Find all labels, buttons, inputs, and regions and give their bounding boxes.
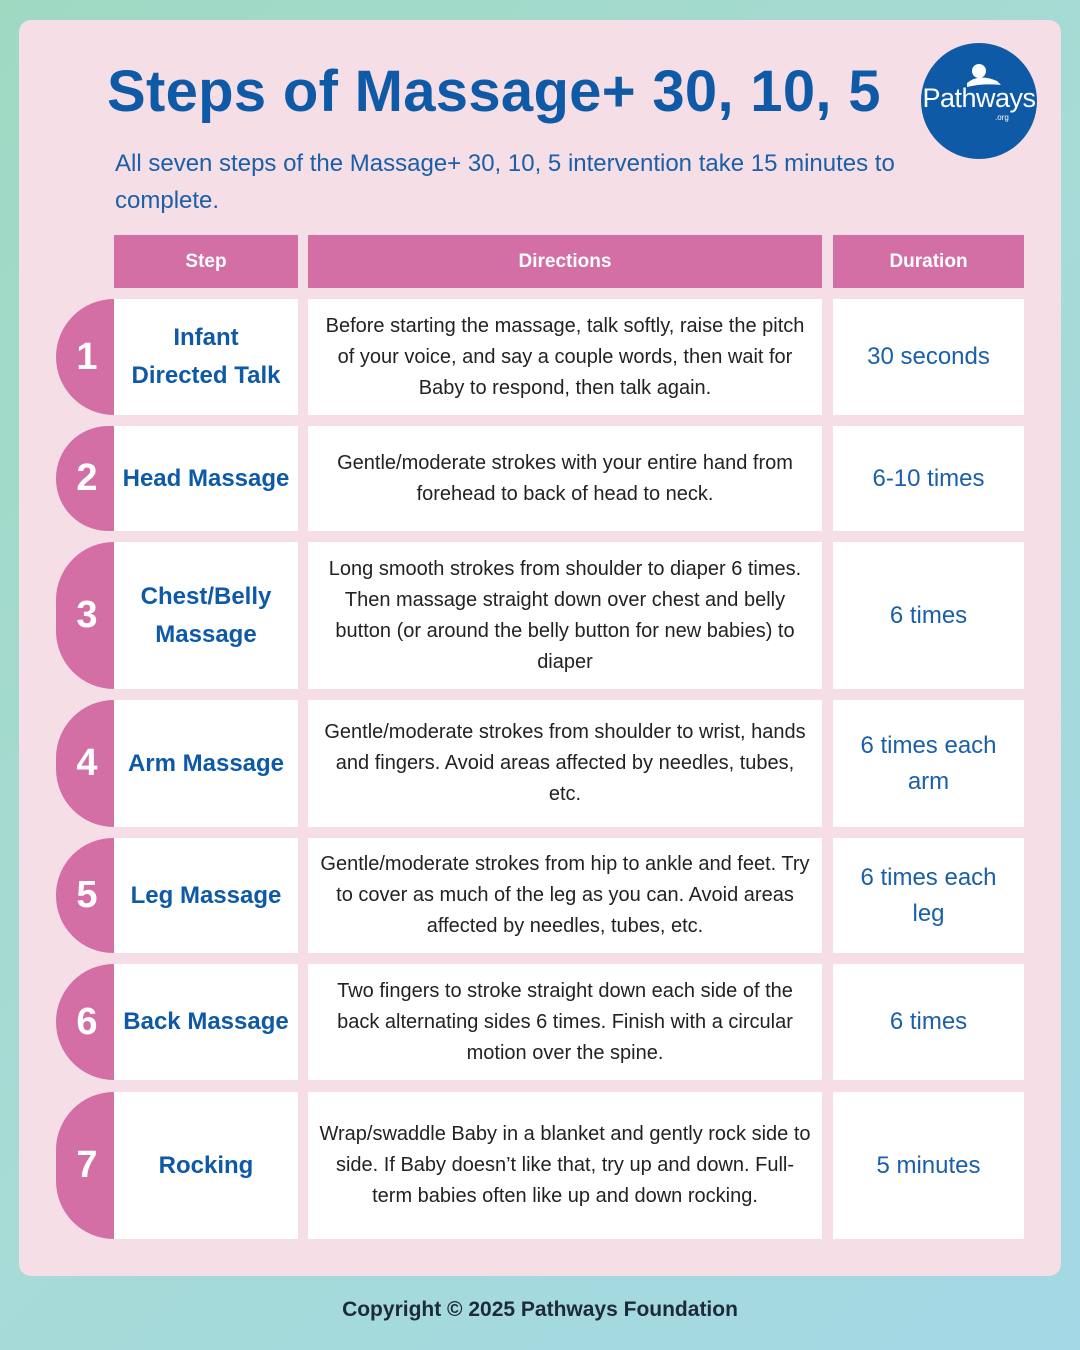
step-number-badge: 4: [56, 700, 114, 827]
step-duration: 6 times: [833, 542, 1024, 689]
step-duration: 5 minutes: [833, 1092, 1024, 1239]
step-name: Leg Massage: [114, 838, 298, 953]
table-row: [0, 700, 1080, 827]
column-header-duration: Duration: [833, 235, 1024, 288]
step-name: Back Massage: [114, 964, 298, 1080]
step-directions: Gentle/moderate strokes from hip to ankle and feet. Try to cover as much of the leg as you can. Avoid areas affected by needles, tubes, etc.: [308, 838, 822, 953]
step-number-badge: 5: [56, 838, 114, 953]
step-number-badge: 1: [56, 299, 114, 415]
logo-domain: .org: [995, 113, 1009, 122]
column-header-directions: Directions: [308, 235, 822, 288]
step-name: Rocking: [114, 1092, 298, 1239]
step-number-badge: 7: [56, 1092, 114, 1239]
step-duration: 6 times: [833, 964, 1024, 1080]
step-duration: 6-10 times: [833, 426, 1024, 531]
table-row: [0, 1092, 1080, 1239]
step-duration: 30 seconds: [833, 299, 1024, 415]
step-name: Chest/Belly Massage: [114, 542, 298, 689]
step-directions: Before starting the massage, talk softly, raise the pitch of your voice, and say a couple words, then wait for Baby to respond, then talk again.: [308, 299, 822, 415]
step-number-badge: 3: [56, 542, 114, 689]
column-header-step: Step: [114, 235, 298, 288]
logo-wordmark: Pathways: [922, 83, 1036, 113]
step-directions: Long smooth strokes from shoulder to diaper 6 times. Then massage straight down over chest and belly button (or around the belly button for new babies) to diaper: [308, 542, 822, 689]
step-name: Infant Directed Talk: [114, 299, 298, 415]
table-row: [0, 838, 1080, 953]
copyright-footer: Copyright © 2025 Pathways Foundation: [342, 1298, 738, 1321]
step-directions: Wrap/swaddle Baby in a blanket and gently rock side to side. If Baby doesn’t like that, try up and down. Full-term babies often like up and down rocking.: [308, 1092, 822, 1239]
step-directions: Gentle/moderate strokes from shoulder to wrist, hands and fingers. Avoid areas affected by needles, tubes, etc.: [308, 700, 822, 827]
table-row: [0, 426, 1080, 531]
page-title: Steps of Massage+ 30, 10, 5: [107, 59, 881, 124]
page-subtitle: All seven steps of the Massage+ 30, 10, 5 intervention take 15 minutes to complete.: [115, 150, 895, 214]
step-directions: Two fingers to stroke straight down each side of the back alternating sides 6 times. Finish with a circular motion over the spine.: [308, 964, 822, 1080]
step-name: Arm Massage: [114, 700, 298, 827]
table-row: [0, 964, 1080, 1080]
step-duration: 6 times each leg: [833, 838, 1024, 953]
pathways-logo[interactable]: [921, 43, 1037, 159]
step-directions: Gentle/moderate strokes with your entire hand from forehead to back of head to neck.: [308, 426, 822, 531]
table-row: [0, 542, 1080, 689]
step-number-badge: 6: [56, 964, 114, 1080]
step-number-badge: 2: [56, 426, 114, 531]
table-row: [0, 299, 1080, 415]
step-duration: 6 times each arm: [833, 700, 1024, 827]
step-name: Head Massage: [114, 426, 298, 531]
